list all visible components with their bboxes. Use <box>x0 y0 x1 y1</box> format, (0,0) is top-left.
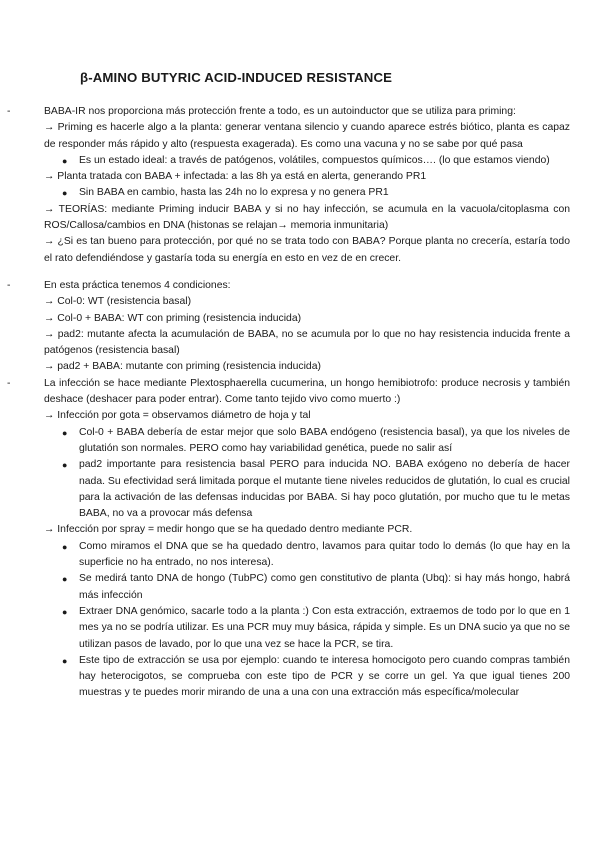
bullet-dot: ● <box>62 541 68 552</box>
bullet-dot: ● <box>62 427 68 438</box>
condition-line: → Col-0 + BABA: WT con priming (resistencia inducida) <box>44 312 302 324</box>
bullet-dot: ● <box>62 188 68 199</box>
list-dash: - <box>7 377 11 389</box>
section-infection <box>0 376 600 702</box>
bullet-dot: ● <box>62 460 68 471</box>
bullet-item <box>44 539 570 572</box>
bullet-dot: ● <box>62 155 68 166</box>
bullet-list <box>44 185 570 201</box>
list-dash: - <box>7 279 11 291</box>
arrow-note: → Infección por gota = observamos diámetro de hoja y tal <box>44 410 311 422</box>
bullet-item <box>44 457 570 522</box>
bullet-item <box>44 653 570 702</box>
section-baba-ir <box>0 104 600 267</box>
document-body <box>0 104 600 702</box>
section-conditions <box>0 278 600 376</box>
list-dash: - <box>7 106 11 117</box>
bullet-text: Se medirá tanto DNA de hongo (TubPC) como gen constitutivo de planta (Ubq): si hay más hongo, habrá más infección <box>79 573 570 601</box>
condition-line: → pad2 + BABA: mutante con priming (resistencia inducida) <box>44 361 321 373</box>
bullet-text: Como miramos el DNA que se ha quedado dentro, lavamos para quitar todo lo demás (lo que hay en la superficie no ha entrado, no nos interesa). <box>79 540 570 569</box>
bullet-text: Sin BABA en cambio, hasta las 24h no lo expresa y no genera PR1 <box>79 187 389 199</box>
bullet-list <box>44 153 570 169</box>
arrow-note: → Infección por spray = medir hongo que se ha quedado dentro mediante PCR. <box>44 524 413 536</box>
arrow-note: → TEORÍAS: mediante Priming inducir BABA y si no hay infección, se acumula en la vacuola/citoplasma con ROS/Callosa/cambios en DNA (histonas se relajan→ memoria inmunitaria) <box>44 203 570 232</box>
bullet-text: Extraer DNA genómico, sacarle todo a la planta :) Con esta extracción, extraemos de todo por lo que en 1 mes ya no se podría utilizar. Es una PCR muy muy básica, rápida y simple. Es un DNA sucio ya que no se utilizan pasos de lavado, por lo que una vez se hace la PCR, se tira. <box>79 605 570 650</box>
bullet-dot: ● <box>62 574 68 585</box>
section-intro: BABA-IR nos proporciona más protección frente a todo, es un autoinductor que se utiliza para priming: <box>44 106 516 117</box>
arrow-note: → ¿Si es tan bueno para protección, por qué no se trata todo con BABA? Porque planta no crecería, estaría todo el rato defendiéndose y gastaría toda su energía en esto en vez de en crecer. <box>44 236 570 264</box>
bullet-text: Es un estado ideal: a través de patógenos, volátiles, compuestos químicos…. (lo que estamos viendo) <box>79 154 550 166</box>
bullet-text: Este tipo de extracción se usa por ejemplo: cuando te interesa homocigoto pero cuando compras también hay heterocigotos, se comprueba con este tipo de PCR y se corre un gel. Ya que igual tienes 200 muestras y te puedes morir mirando de una a una con una extracción más específica/molecular <box>79 654 570 699</box>
bullet-text: pad2 importante para resistencia basal PERO para inducida NO. BABA exógeno no debería de hacer nada. Su efectividad será limitada porque el mutante tiene niveles reducidos de glutatión, lo cual es crucial para la activación de las defensas inducidas por BABA. Si hay poco glutatión, por mucho que tu le metas BABA, no va a provocar más defensa <box>79 459 570 520</box>
bullet-dot: ● <box>62 606 68 617</box>
bullet-item <box>44 604 570 653</box>
bullet-list <box>44 425 570 523</box>
condition-line: → Col-0: WT (resistencia basal) <box>44 296 192 308</box>
section-intro: La infección se hace mediante Plextosphaerella cucumerina, un hongo hemibiotrofo: produce necrosis y también deshace (deshacer para poder entrar). Come tanto tejido vivo como muerto :) <box>44 377 570 406</box>
bullet-list <box>44 539 570 702</box>
condition-line: → pad2: mutante afecta la acumulación de BABA, no se acumula por lo que no hay resistencia inducida frente a patógenos (resistencia basal) <box>44 328 570 357</box>
bullet-text: Col-0 + BABA debería de estar mejor que solo BABA endógeno (resistencia basal), ya que los niveles de glutatión son normales. PERO como hay variabilidad genética, puede no salir así <box>79 426 570 454</box>
bullet-item <box>44 571 570 604</box>
section-intro: En esta práctica tenemos 4 condiciones: <box>44 279 231 291</box>
bullet-item <box>44 425 570 458</box>
bullet-item <box>44 153 570 169</box>
arrow-note: → Planta tratada con BABA + infectada: a las 8h ya está en alerta, generando PR1 <box>44 171 427 183</box>
bullet-item <box>44 185 570 201</box>
arrow-note: → Priming es hacerle algo a la planta: generar ventana silencio y cuando aparece estrés biótico, planta es capaz de responder más rápido y alto (respuesta exagerada). Es como una vacuna y no se sabe por qué pasa <box>44 122 570 150</box>
page-title: β-AMINO BUTYRIC ACID-INDUCED RESISTANCE <box>80 70 393 85</box>
bullet-dot: ● <box>62 655 68 666</box>
